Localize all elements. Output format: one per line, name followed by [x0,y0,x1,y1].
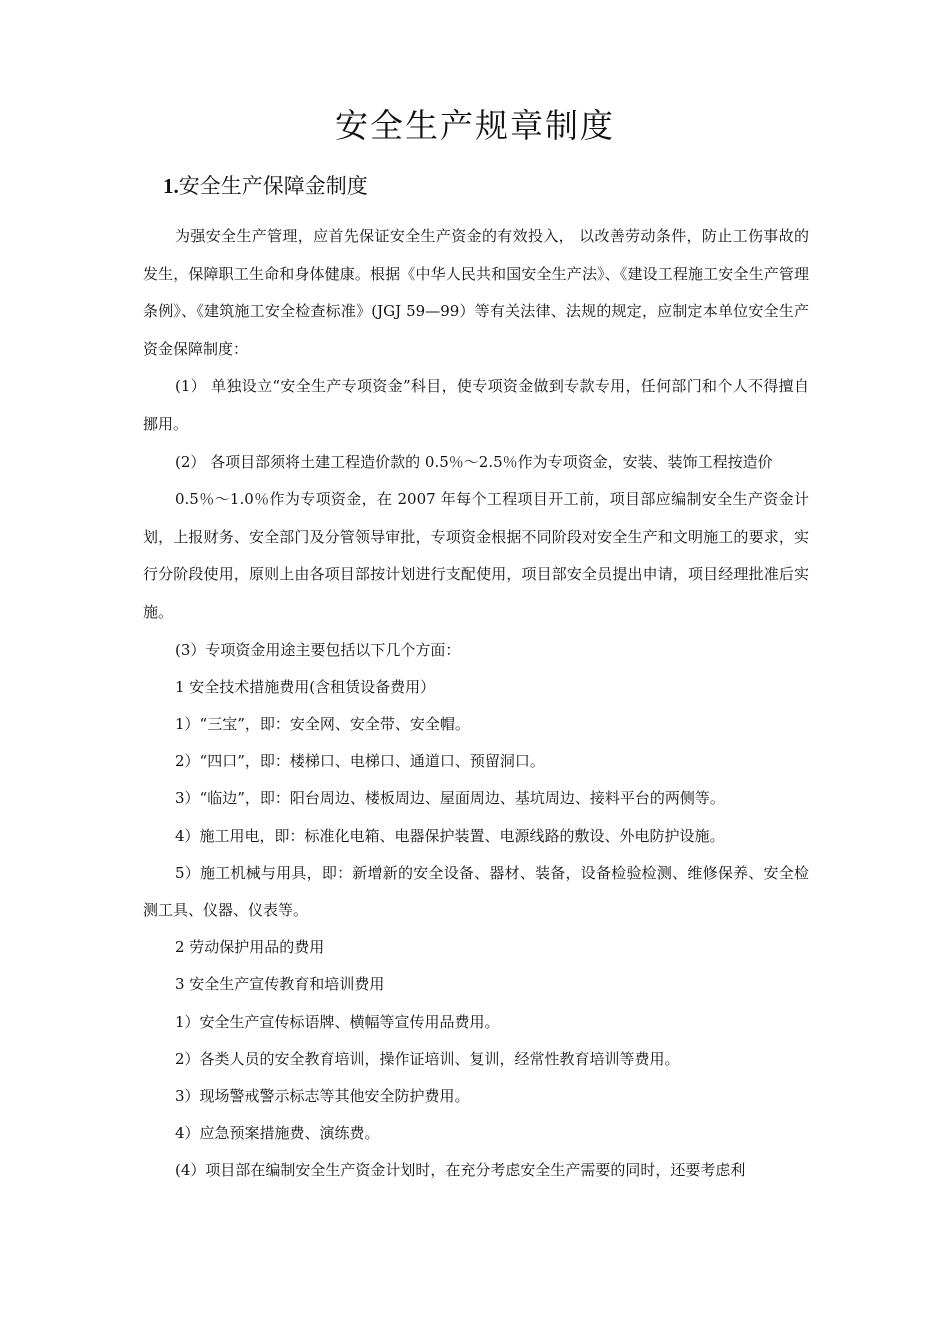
section-title: 安全生产保障金制度 [178,174,368,198]
paragraph: (3）专项资金用途主要包括以下几个方面： [175,640,461,659]
document-body [143,218,809,1190]
paragraph: 3）现场警戒警示标志等其他安全防护费用。 [175,1086,470,1105]
document-title: 安全生产规章制度 [335,106,615,145]
paragraph: (4）项目部在编制安全生产资金计划时，在充分考虑安全生产需要的同时，还要考虑利 [175,1161,746,1180]
paragraph: 1 安全技术措施费用(含租赁设备费用） [175,677,436,696]
paragraph: 3 安全生产宣传教育和培训费用 [175,975,385,994]
paragraph: 2）各类人员的安全教育培训，操作证培训、复训，经常性教育培训等费用。 [175,1049,680,1068]
paragraph: 为强安全生产管理，应首先保证安全生产资金的有效投入， 以改善劳动条件，防止工伤事故的发生，保障职工生命和身体健康。根据《中华人民共和国安全生产法》、《建设工程施工安全生产管理条例》、《建筑施工安全检查标准》(JGJ 59—99）等有关法律、法规的规定，应制定本单位安全生产资金保障制度： [143,227,809,358]
paragraph: 1）安全生产宣传标语牌、横幅等宣传用品费用。 [175,1012,500,1031]
section-heading [163,172,368,200]
paragraph: 4）应急预案措施费、演练费。 [175,1124,380,1143]
paragraph: 2 劳动保护用品的费用 [175,938,325,957]
paragraph: 0.5％～1.0％作为专项资金，在 2007 年每个工程项目开工前，项目部应编制安全生产资金计划，上报财务、安全部门及分管领导审批，专项资金根据不同阶段对安全生产和文明施工的要求，实行分阶段使用，原则上由各项目部按计划进行支配使用，项目部安全员提出申请，项目经理批准后实施。 [143,490,809,621]
paragraph: (1） 单独设立“安全生产专项资金”科目，使专项资金做到专款专用，任何部门和个人不得擅自挪用。 [143,377,809,433]
paragraph: 1）“三宝”，即：安全网、安全带、安全帽。 [175,714,470,733]
paragraph: 2）“四口”，即：楼梯口、电梯口、通道口、预留洞口。 [175,752,545,771]
paragraph: (2） 各项目部须将土建工程造价款的 0.5％～2.5％作为专项资金，安装、装饰工程按造价 [175,452,773,471]
paragraph: 5）施工机械与用具，即：新增新的安全设备、器材、装备，设备检验检测、维修保养、安全检测工具、仪器、仪表等。 [143,863,809,919]
paragraph: 4）施工用电，即：标准化电箱、电器保护装置、电源线路的敷设、外电防护设施。 [175,826,725,845]
paragraph: 3）“临边”，即：阳台周边、楼板周边、屋面周边、基坑周边、接料平台的两侧等。 [175,789,725,808]
section-number: 1. [163,174,179,198]
